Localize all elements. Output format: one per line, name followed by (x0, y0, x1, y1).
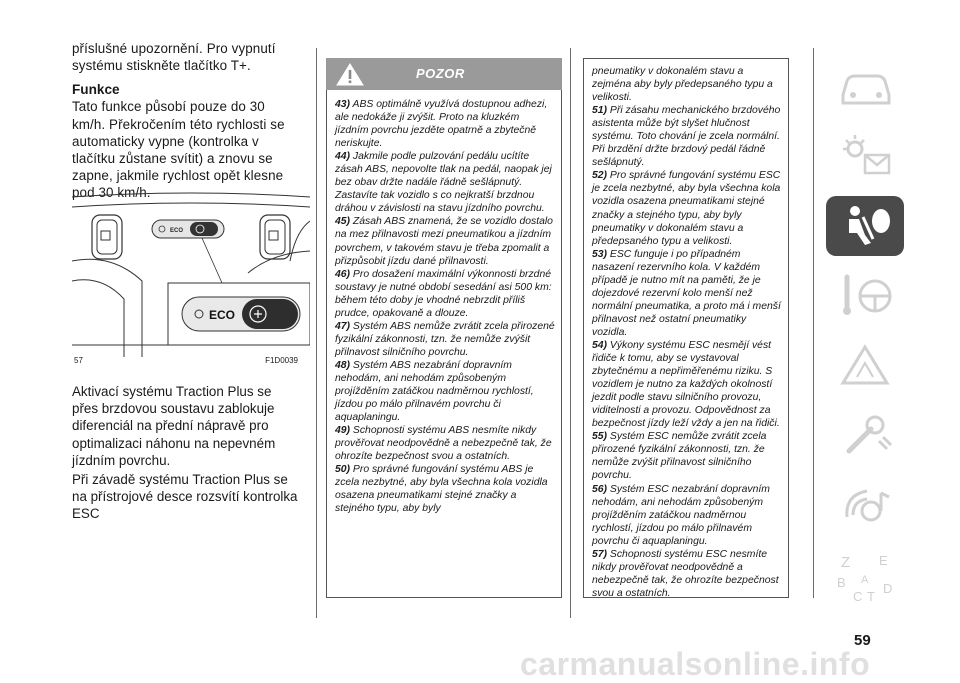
warning-item (335, 424, 555, 463)
column-divider (570, 48, 571, 618)
warning-item-number: 44) (335, 151, 351, 163)
traction-paragraph: Aktivací systému Traction Plus se přes brzdovou soustavu zablokuje diferenciál na přední nápravě pro optimalizaci náhonu na nepevném jízdním povrchu. (72, 384, 276, 468)
tab-emergency[interactable] (826, 406, 904, 466)
warning-item-number: 46) (335, 268, 351, 280)
warning-item (335, 150, 555, 215)
chapter-tabs (826, 56, 906, 616)
warning-item (592, 483, 782, 548)
fault-paragraph (72, 471, 300, 523)
small-eco-label: ECO (170, 228, 184, 234)
warning-triangle-icon (835, 341, 897, 391)
warning-column-2 (583, 58, 789, 598)
warning-item-text: Schopnosti systému ABS nesmíte nikdy prověřovat neodpovědně a nebezpečně tak, že ohrozíte bezpečnost svou a ostatních. (335, 425, 552, 463)
warning-item-text: Pro správné fungování systému ESC je zcela nezbytné, aby byla všechna kola vozidla osazena pneumatikami stejné značky a stejného typu, aby byly pneumatiky v dokonalém stavu a předepsaného typu a velikosti. (592, 170, 781, 247)
warning-item (592, 548, 782, 600)
tab-instruments[interactable] (826, 126, 904, 186)
car-icon (835, 61, 897, 111)
warning-item-number: 47) (335, 320, 351, 332)
warning-item-text: Zásah ABS znamená, že se vozidlo dostalo na mez přilnavosti mezi pneumatikou a jízdním povrchem, v takovém stavu je třeba zpomalit a přizpůsobit jízdu dané přilnavosti. (335, 216, 553, 267)
index-letter: A (861, 574, 869, 586)
intro-paragraph: příslušné upozornění. Pro vypnutí systému stiskněte tlačítko T+. (72, 41, 276, 74)
figure-number: 57 (74, 356, 83, 365)
tab-knowing-car[interactable] (826, 56, 904, 116)
warning-item-number: 51) (592, 105, 608, 117)
warning-item-text: Výkony systému ESC nesmějí vést řidiče k tomu, aby se vystavoval zbytečnému a nepřiměřenému riziku. S vozidlem je nutno za každých okolností jezdit podle stavu silničního provozu, viditelnosti a provozu. Odpovědnost za bezpečnost jízdy leží vždy a jen na řidiči. (592, 339, 780, 430)
warning-triangle-icon (336, 62, 364, 86)
warning-item-number: 52) (592, 170, 608, 182)
warning-item-text: Systém ESC nezabrání dopravním nehodám, ani nehodám způsobeným projížděním zatáčkou nadměrnou rychlostí, jízdou po málo přilnavém povrchu či aquaplaningu. (592, 483, 770, 547)
warning-title: POZOR (416, 66, 465, 81)
wrench-icon (835, 411, 897, 461)
fault-text: Při závadě systému Traction Plus se na přístrojové desce rozsvítí kontrolka (72, 472, 298, 505)
index-letter: Z (841, 554, 851, 571)
warning-item-text: Systém ESC nemůže zvrátit zcela přirozené fyzikální zákonnosti, tzn. že nemůže zvýšit přilnavost silničního povrchu. (592, 431, 767, 482)
eco-button-illustration (72, 191, 310, 357)
index-letter: B (837, 575, 846, 590)
warning-item-number: 45) (335, 216, 351, 228)
warning-item-text: Systém ABS nemůže zvrátit zcela přirozené fyzikální zákonnosti, tzn. že nemůže zvýšit přilnavost silničního povrchu. (335, 320, 555, 358)
warning-item (592, 430, 782, 482)
warning-item-number: 56) (592, 483, 608, 495)
key-icon (835, 271, 897, 321)
warning-item (335, 215, 555, 267)
warning-item-text: ESC funguje i po případném nasazení rezervního kola. V každém případě je nutno mít na paměti, že je dojezdové rezervní kolo menší než normální pneumatika, a proto má i menší přilnavost než ostatní pneumatiky vozidla. (592, 248, 781, 338)
warning-item-text: Pro správné fungování systému ABS je zcela nezbytné, aby byla všechna kola vozidla osazena pneumatikami stejné značky a stejného typu, aby byly (335, 464, 548, 515)
column-divider (813, 48, 814, 598)
warning-item-number: 53) (592, 248, 608, 260)
warning-item (592, 248, 782, 339)
warning-item-number: 48) (335, 359, 351, 371)
index-letters-icon (835, 551, 897, 605)
warning-header (326, 58, 562, 90)
warning-item-number: 43) (335, 99, 351, 110)
warning-item-number: 55) (592, 431, 608, 443)
warning-item-text: Jakmile podle pulzování pedálu ucítíte zásah ABS, nepovolte tlak na pedál, naopak jej bez obav držte nadále řádně sešlápnutý. Zastavíte tak vozidlo s co nejkratší brzdnou dráhou v závislosti na stavu jízdního povrchu. (335, 151, 552, 215)
warning-column-1 (326, 90, 562, 598)
warning-item (335, 320, 555, 359)
warning-item-text: ABS optimálně využívá dostupnou adhezi, ale nedokáže ji zvýšit. Proto na kluzkém jízdním povrchu jezděte opatrně a zbytečně neriskujte. (335, 99, 548, 150)
funkce-paragraph: Tato funkce působí pouze do 30 km/h. Překročením této rychlosti se automaticky vypne (kontrolka v tlačítku zůstane svítit) a znovu se zapne, jakmile rychlost opět klesne pod 30 km/h. (72, 99, 285, 201)
tab-safety[interactable] (826, 196, 904, 256)
warning-item (335, 359, 555, 424)
multimedia-icon (835, 481, 897, 531)
warning-item-number: 49) (335, 425, 351, 437)
warning-item-number: 57) (592, 548, 608, 560)
warning-item (592, 169, 782, 247)
tab-warnings[interactable] (826, 336, 904, 396)
warning-item-text: Schopnosti systému ESC nesmíte nikdy prověřovat neodpovědně a nebezpečně tak, že ohrozíte bezpečnost svou a ostatních. (592, 548, 779, 599)
tab-index[interactable] (826, 546, 904, 606)
column-divider (316, 48, 317, 618)
warning-item-number: 50) (335, 464, 351, 476)
watermark: carmanualsonline.info (520, 646, 871, 682)
warning-item (335, 98, 555, 150)
section-heading: Funkce (72, 82, 120, 98)
index-letter: D (883, 581, 893, 596)
figure-eco-button (72, 191, 310, 367)
tab-starting[interactable] (826, 266, 904, 326)
index-letter: C (853, 589, 863, 604)
tab-multimedia[interactable] (826, 476, 904, 536)
index-letter: T (867, 589, 875, 604)
warning-item (592, 104, 782, 169)
airbag-icon (835, 201, 897, 251)
figure-code: F1D0039 (265, 356, 298, 365)
index-letter: E (879, 553, 888, 568)
figure-caption (72, 356, 302, 368)
warning-item-number: 54) (592, 339, 608, 351)
warning-item-text: Při zásahu mechanického brzdového asistenta může být slyšet hlučnost systému. Toto chování je zcela normální. Při brzdění držte brzdový pedál řádně sešlápnutý. (592, 105, 781, 169)
esc-label: ESC (72, 506, 100, 522)
warning-item (592, 339, 782, 430)
warning-item (335, 463, 555, 515)
warning-item-text: Pro dosažení maximální výkonnosti brzdné soustavy je nutné období sesedání asi 500 km: během této doby je vhodné nebrzdit příliš prudce, opakovaně a dlouze. (335, 268, 552, 319)
warning-list-1 (335, 98, 555, 516)
left-column-top (72, 40, 298, 202)
left-column-bottom (72, 383, 300, 523)
warning-list-2 (592, 104, 782, 600)
warning-item-text: Systém ABS nezabrání dopravním nehodám, ani nehodám způsobeným projížděním zatáčkou nadměrnou rychlostí, jízdou po málo přilnavém povrchu či aquaplaningu. (335, 359, 534, 424)
large-eco-label: ECO (209, 308, 236, 322)
warning-item (335, 268, 555, 320)
warning-continuation: pneumatiky v dokonalém stavu a zejména aby byly předepsaného typu a velikosti. (592, 66, 773, 104)
page-number: 59 (854, 632, 871, 649)
lights-mail-icon (835, 131, 897, 181)
